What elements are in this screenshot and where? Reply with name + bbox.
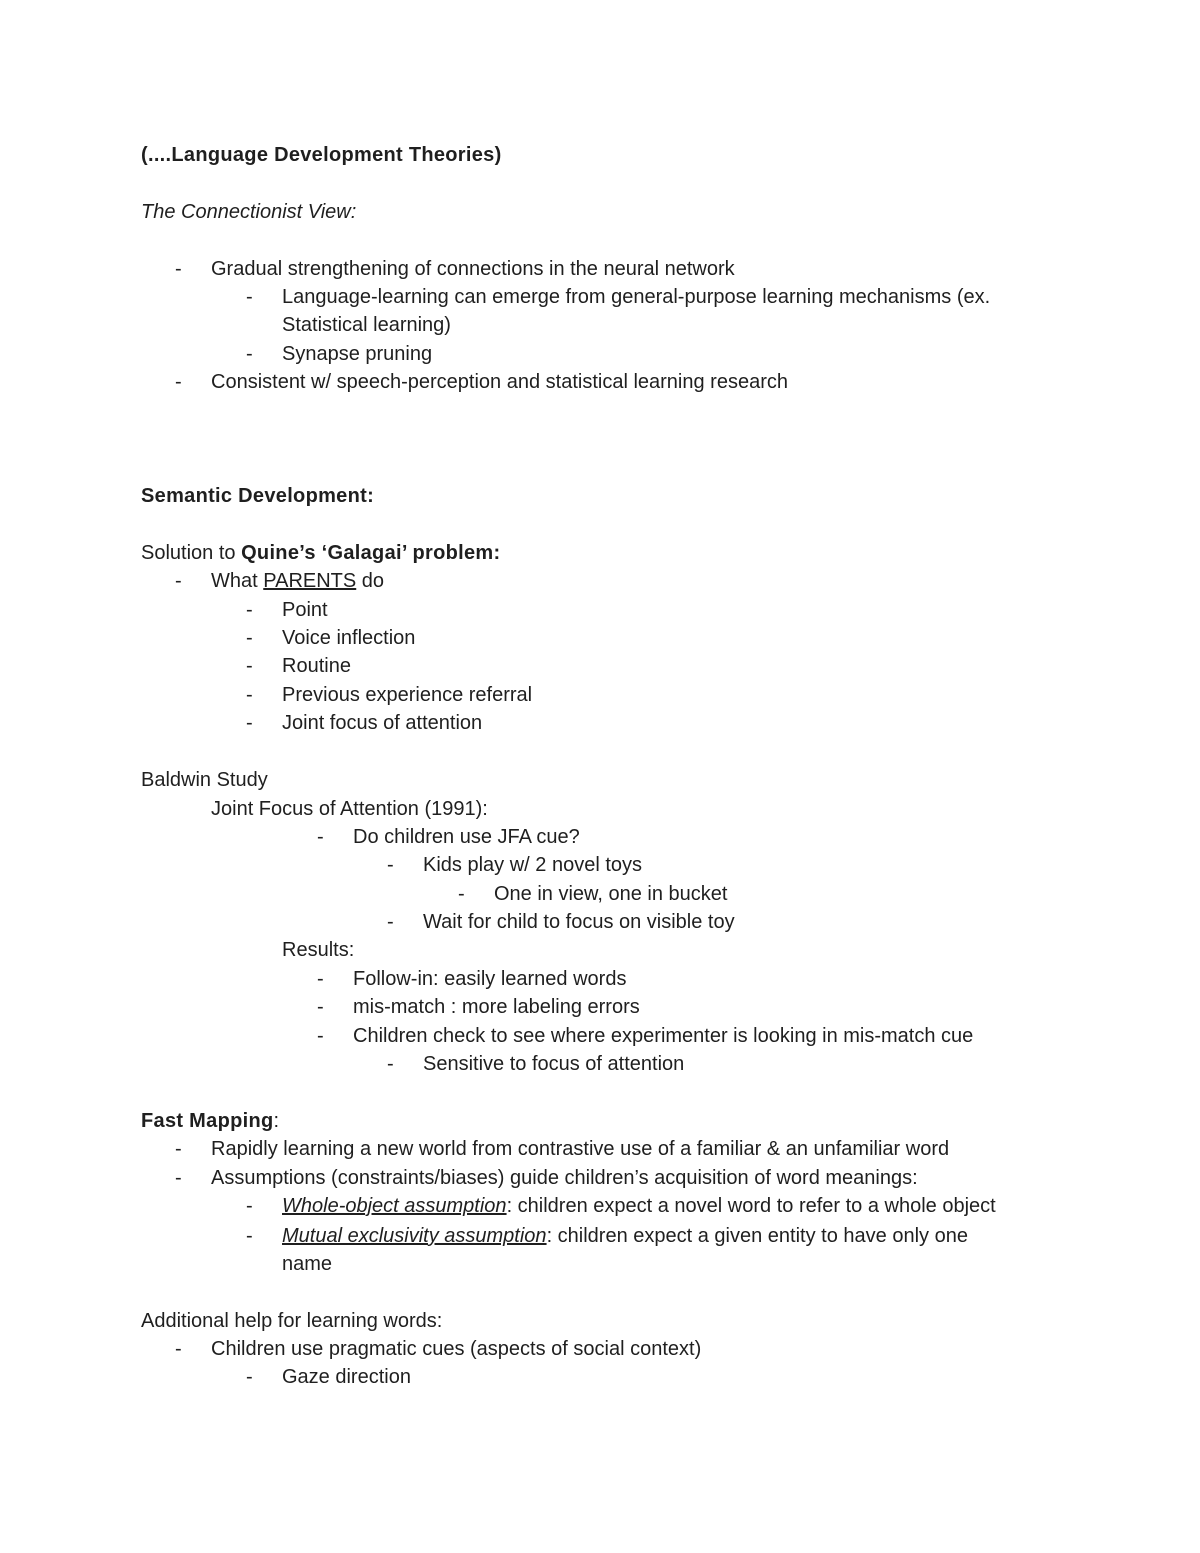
bullet-dash: - [317, 826, 324, 848]
list-item: Voice inflection [282, 627, 416, 649]
list-item: Point [282, 599, 328, 621]
list-item [282, 1224, 968, 1248]
bullet-dash: - [317, 1025, 324, 1047]
results-heading: Results: [282, 939, 355, 961]
list-item-continued: name [282, 1253, 333, 1275]
list-item-continued: Statistical learning) [282, 314, 451, 336]
bullet-dash: - [317, 996, 324, 1018]
bullet-dash: - [246, 684, 253, 706]
list-item: Language-learning can emerge from general-purpose learning mechanisms (ex. [282, 286, 991, 308]
bullet-dash: - [246, 286, 253, 308]
whole-object-desc: : children expect a novel word to refer to a whole object [506, 1195, 996, 1217]
bullet-dash: - [175, 258, 182, 280]
parents-prefix: What [211, 570, 264, 592]
mutual-exclusivity-term: Mutual exclusivity assumption [282, 1225, 547, 1247]
solution-bold: Quine’s ‘Galagai’ problem: [241, 542, 501, 564]
additional-help-heading: Additional help for learning words: [141, 1310, 443, 1332]
bullet-dash: - [246, 712, 253, 734]
bullet-dash: - [175, 1167, 182, 1189]
list-item: Joint focus of attention [282, 712, 483, 734]
bullet-dash: - [175, 371, 182, 393]
bullet-dash: - [246, 1225, 253, 1247]
list-item: Gradual strengthening of connections in the neural network [211, 258, 735, 280]
solution-line [141, 541, 500, 565]
fast-mapping-title: Fast Mapping [141, 1110, 274, 1132]
bullet-dash: - [246, 1366, 253, 1388]
fast-mapping-heading [141, 1109, 279, 1133]
bullet-dash: - [246, 627, 253, 649]
bullet-dash: - [175, 1338, 182, 1360]
bullet-dash: - [246, 1195, 253, 1217]
list-item: Consistent w/ speech-perception and statistical learning research [211, 371, 788, 393]
list-item [282, 1194, 996, 1218]
list-item: Children check to see where experimenter is looking in mis-match cue [353, 1025, 974, 1047]
whole-object-term: Whole-object assumption [282, 1195, 507, 1217]
list-item: Routine [282, 655, 351, 677]
list-item: Rapidly learning a new world from contrastive use of a familiar & an unfamiliar word [211, 1138, 950, 1160]
bullet-dash: - [387, 1053, 394, 1075]
jfa-heading: Joint Focus of Attention (1991): [211, 798, 488, 820]
list-item: Previous experience referral [282, 684, 533, 706]
bullet-dash: - [175, 1138, 182, 1160]
list-item: mis-match : more labeling errors [353, 996, 640, 1018]
parents-word: PARENTS [263, 570, 357, 592]
connectionist-subtitle: The Connectionist View: [141, 201, 357, 223]
solution-prefix: Solution to [141, 542, 242, 564]
list-item: Assumptions (constraints/biases) guide children’s acquisition of word meanings: [211, 1167, 918, 1189]
parents-suffix: do [356, 570, 385, 592]
bullet-dash: - [175, 570, 182, 592]
parents-line [211, 569, 384, 593]
list-item: Sensitive to focus of attention [423, 1053, 685, 1075]
baldwin-title: Baldwin Study [141, 769, 268, 791]
list-item: Gaze direction [282, 1366, 411, 1388]
list-item: Kids play w/ 2 novel toys [423, 854, 642, 876]
bullet-dash: - [387, 854, 394, 876]
mutual-exclusivity-desc: : children expect a given entity to have only one [546, 1225, 968, 1247]
list-item: Wait for child to focus on visible toy [423, 911, 735, 933]
list-item: Synapse pruning [282, 343, 433, 365]
list-item: Follow-in: easily learned words [353, 968, 627, 990]
bullet-dash: - [246, 599, 253, 621]
fast-mapping-colon: : [273, 1110, 280, 1132]
bullet-dash: - [317, 968, 324, 990]
bullet-dash: - [246, 655, 253, 677]
section-title-language-theories: (....Language Development Theories) [141, 144, 502, 166]
bullet-dash: - [387, 911, 394, 933]
list-item: One in view, one in bucket [494, 883, 728, 905]
bullet-dash: - [458, 883, 465, 905]
list-item: Children use pragmatic cues (aspects of social context) [211, 1338, 702, 1360]
list-item: Do children use JFA cue? [353, 826, 580, 848]
section-title-semantic-development: Semantic Development: [141, 485, 375, 507]
bullet-dash: - [246, 343, 253, 365]
